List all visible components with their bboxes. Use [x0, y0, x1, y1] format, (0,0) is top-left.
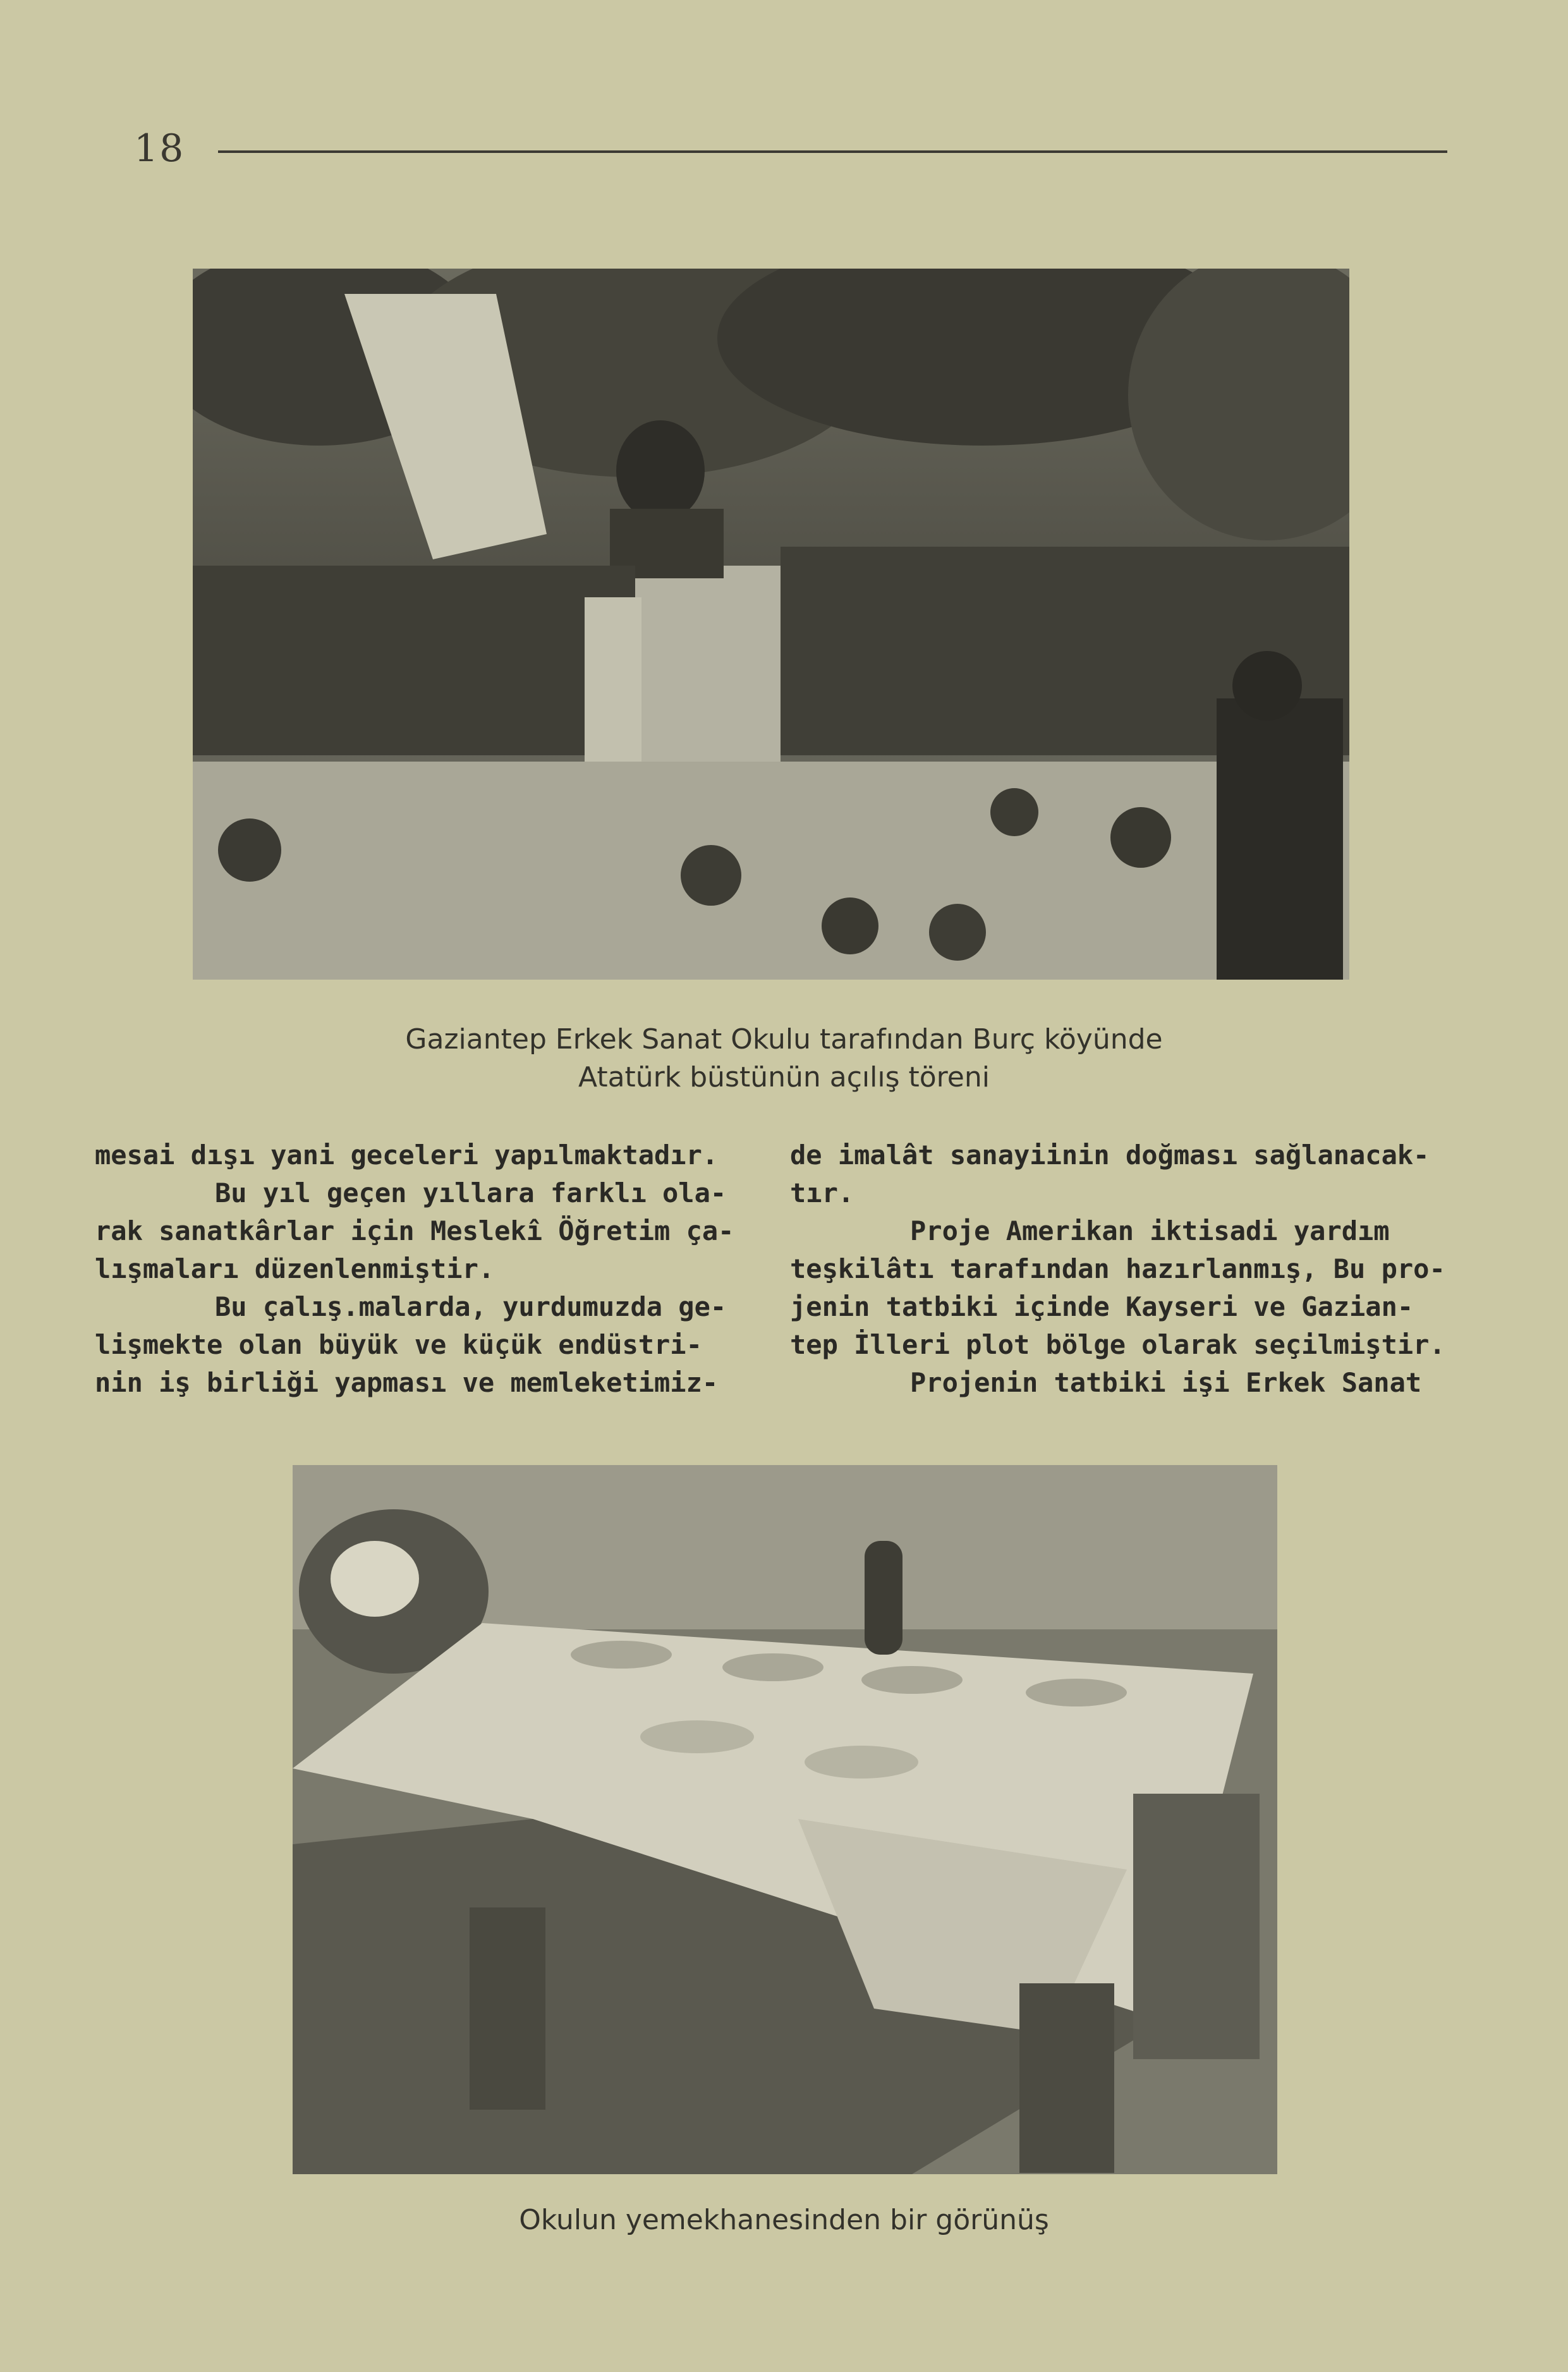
right-line-5: jenin tatbiki içinde Kayseri ve Gazian-: [790, 1291, 1414, 1322]
left-line-4: lışmaları düzenlenmiştir.: [95, 1253, 495, 1284]
right-line-2: tır.: [790, 1177, 854, 1208]
left-line-3: rak sanatkârlar için Meslekî Öğretim ça-: [95, 1215, 734, 1246]
header-rule: [218, 150, 1447, 153]
left-line-5: Bu çalış.malarda, yurdumuzda ge-: [215, 1291, 727, 1322]
ceremony-caption-line-2: Atatürk büstünün açılış töreni: [578, 1061, 990, 1093]
right-line-1: de imalât sanayiinin doğması sağlanacak-: [790, 1140, 1430, 1171]
left-line-7: nin iş birliği yapması ve memleketimiz-: [95, 1367, 719, 1398]
left-line-1: mesai dışı yani geceleri yapılmaktadır.: [95, 1140, 719, 1171]
right-line-4: teşkilâtı tarafından hazırlanmış, Bu pro-: [790, 1253, 1445, 1284]
dining-hall-caption: Okulun yemekhanesinden bir görünüş: [519, 2204, 1049, 2236]
right-line-3: Proje Amerikan iktisadi yardım: [910, 1215, 1390, 1246]
ceremony-caption-line-1: Gaziantep Erkek Sanat Okulu tarafından Burç köyünde: [405, 1023, 1163, 1055]
page-number: 18: [134, 126, 185, 171]
ceremony-photo: [193, 269, 1349, 980]
right-column: [790, 1136, 1450, 1402]
dining-hall-photo: [293, 1465, 1277, 2174]
left-line-2: Bu yıl geçen yıllara farklı ola-: [215, 1177, 727, 1208]
right-line-7: Projenin tatbiki işi Erkek Sanat: [910, 1367, 1422, 1398]
left-column: [95, 1136, 752, 1402]
right-line-6: tep İlleri plot bölge olarak seçilmiştir.: [790, 1329, 1445, 1360]
left-line-6: lişmekte olan büyük ve küçük endüstri-: [95, 1329, 702, 1360]
